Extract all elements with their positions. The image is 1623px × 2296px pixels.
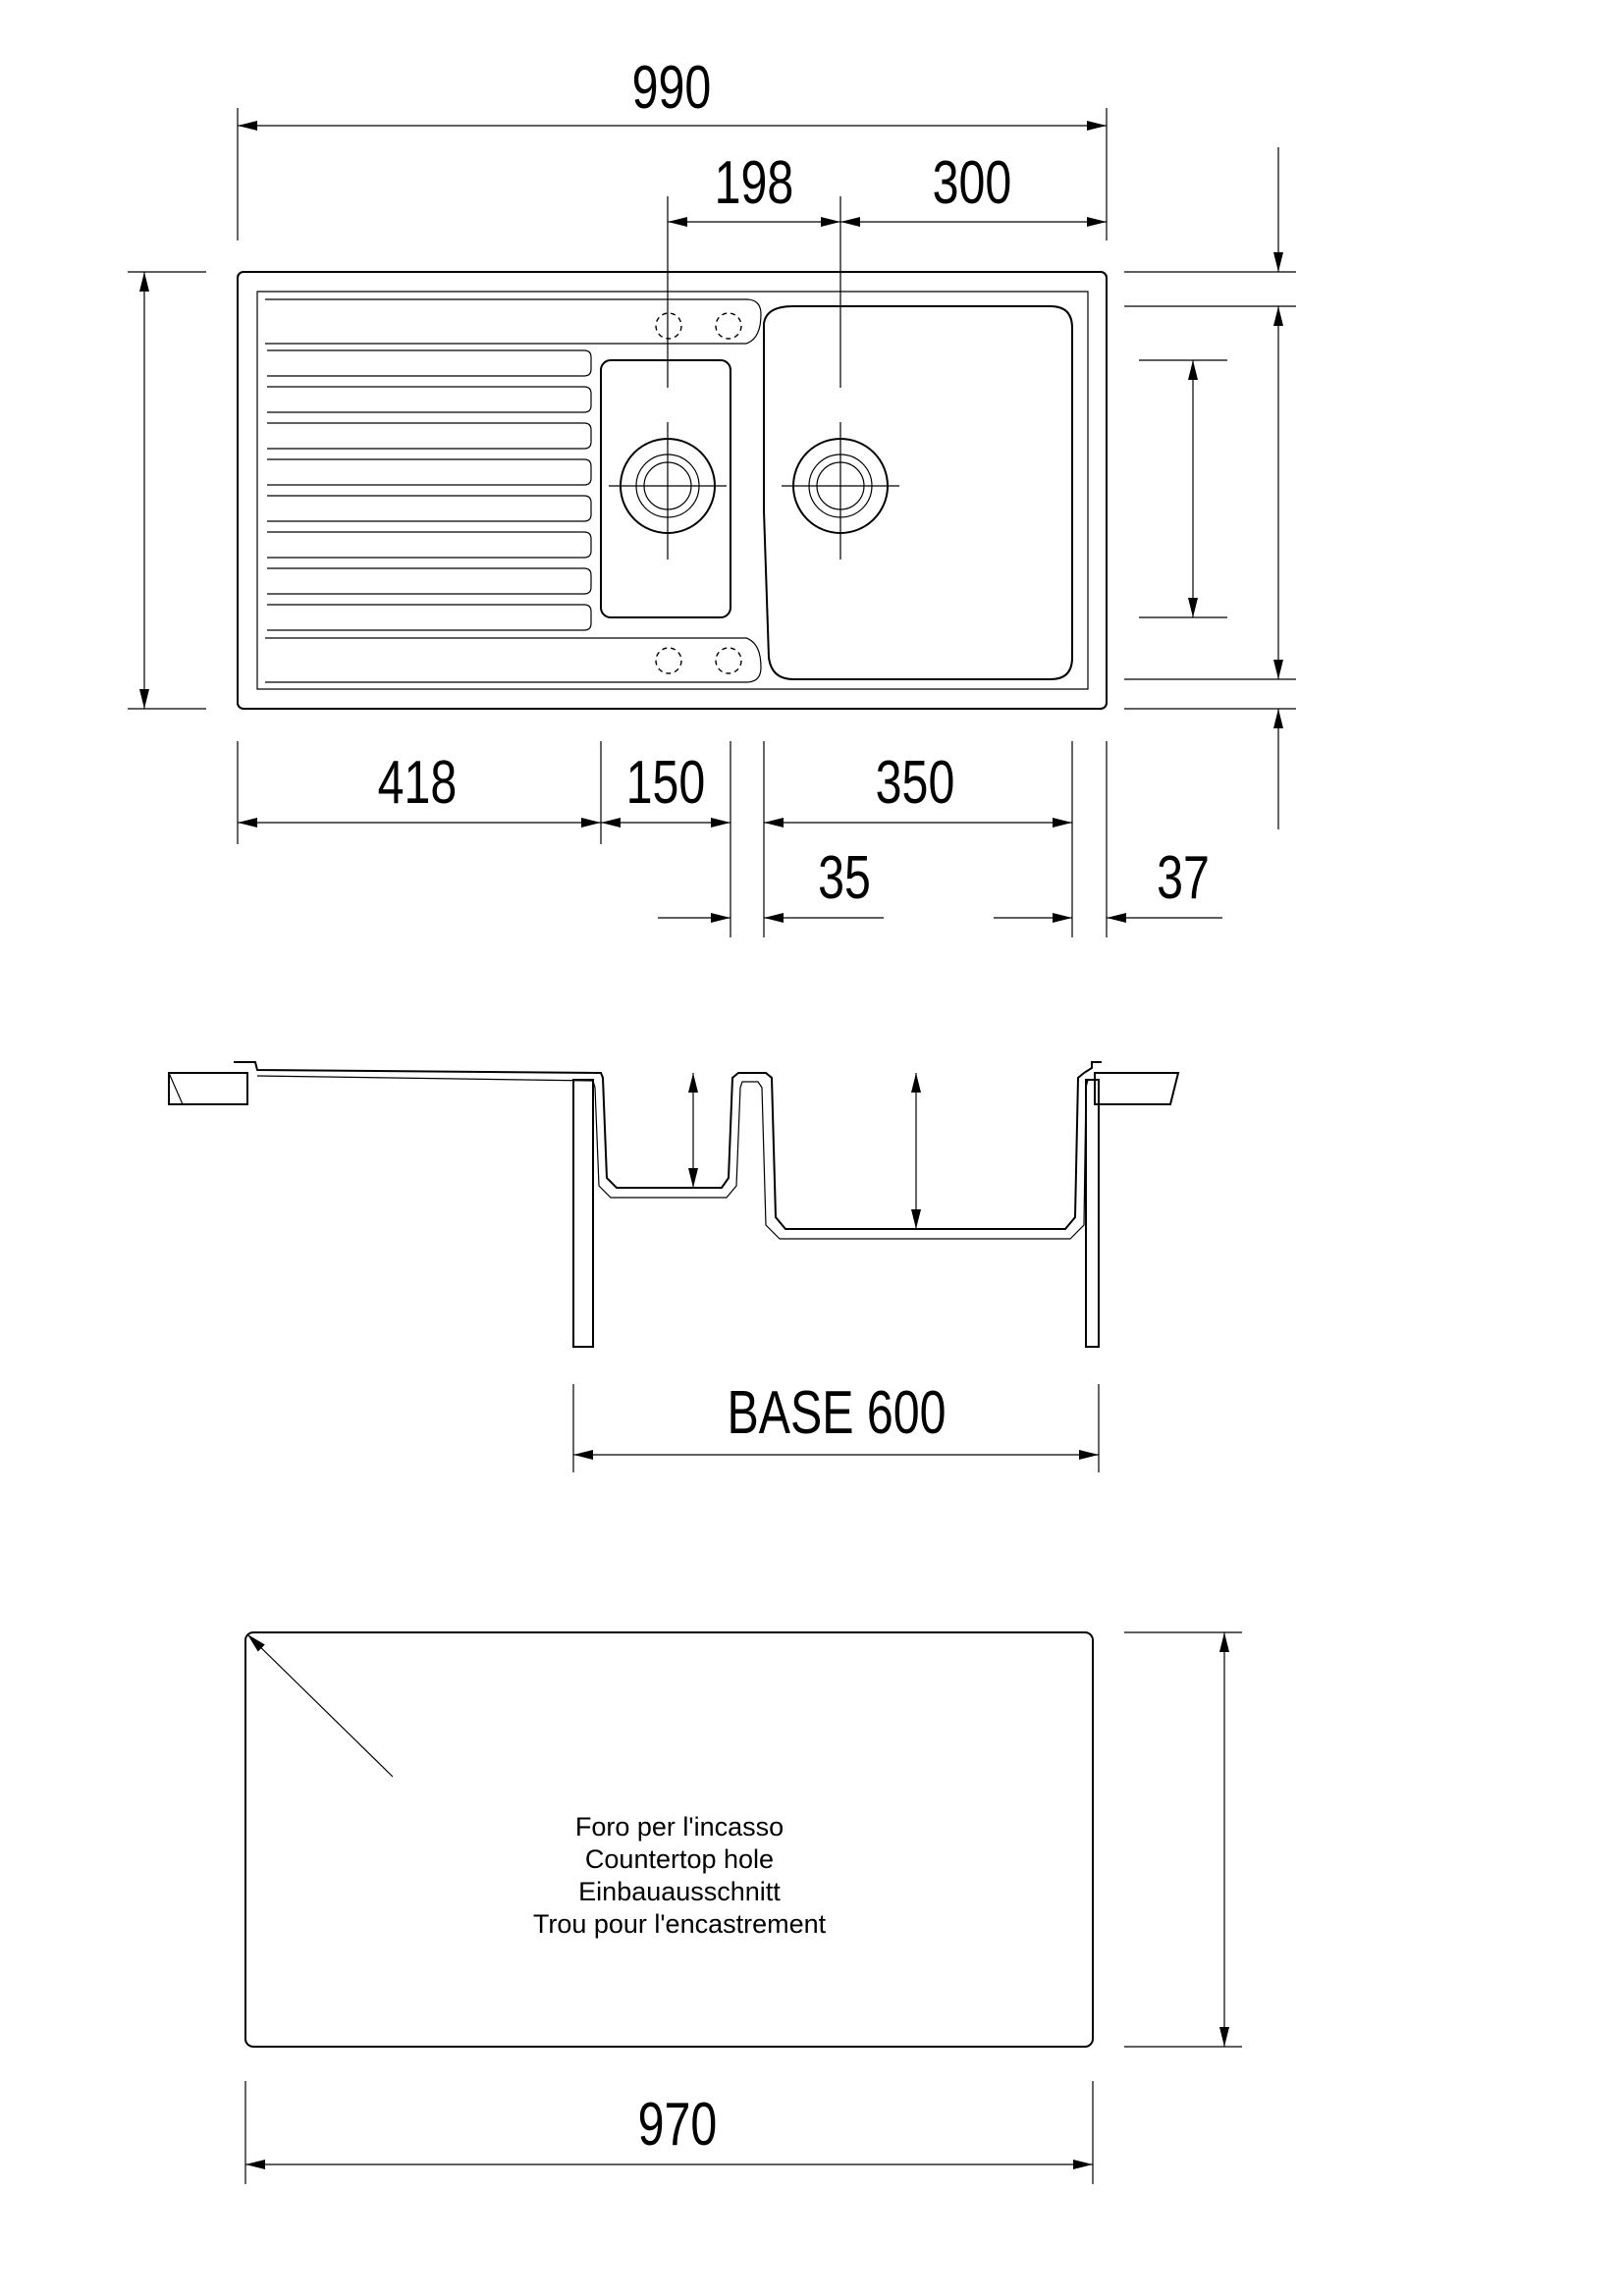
cutout-label-en: Countertop hole xyxy=(584,1844,775,1874)
sink-profile xyxy=(234,1062,1102,1229)
dim-300: 300 xyxy=(932,148,1012,217)
dim-150: 150 xyxy=(625,748,706,817)
dim-970: 970 xyxy=(637,2090,718,2159)
countertop-right xyxy=(1095,1073,1178,1104)
dim-350: 350 xyxy=(875,748,955,817)
drainer-area xyxy=(265,299,761,344)
cutout-view xyxy=(245,1632,1623,2296)
cutout-label-fr: Trou pour l'encastrement xyxy=(532,1909,827,1939)
dim-990: 990 xyxy=(631,53,712,122)
dim-198: 198 xyxy=(714,148,794,217)
cutout-label-it: Foro per l'incasso xyxy=(574,1812,784,1842)
sink-outline xyxy=(238,272,1107,709)
cabinet-wall-right xyxy=(1086,1080,1099,1347)
cutout-label-de: Einbauausschnitt xyxy=(578,1877,781,1906)
dim-35: 35 xyxy=(818,843,871,912)
radius-leader xyxy=(247,1634,393,1777)
dim-418: 418 xyxy=(377,748,458,817)
dim-37-side: 37 xyxy=(1157,843,1210,912)
drainer-grooves xyxy=(265,350,761,682)
cabinet-wall-left xyxy=(573,1080,593,1347)
dim-base: BASE 600 xyxy=(727,1378,947,1447)
top-view xyxy=(0,53,1623,2296)
sink-inner-rim xyxy=(257,292,1088,689)
